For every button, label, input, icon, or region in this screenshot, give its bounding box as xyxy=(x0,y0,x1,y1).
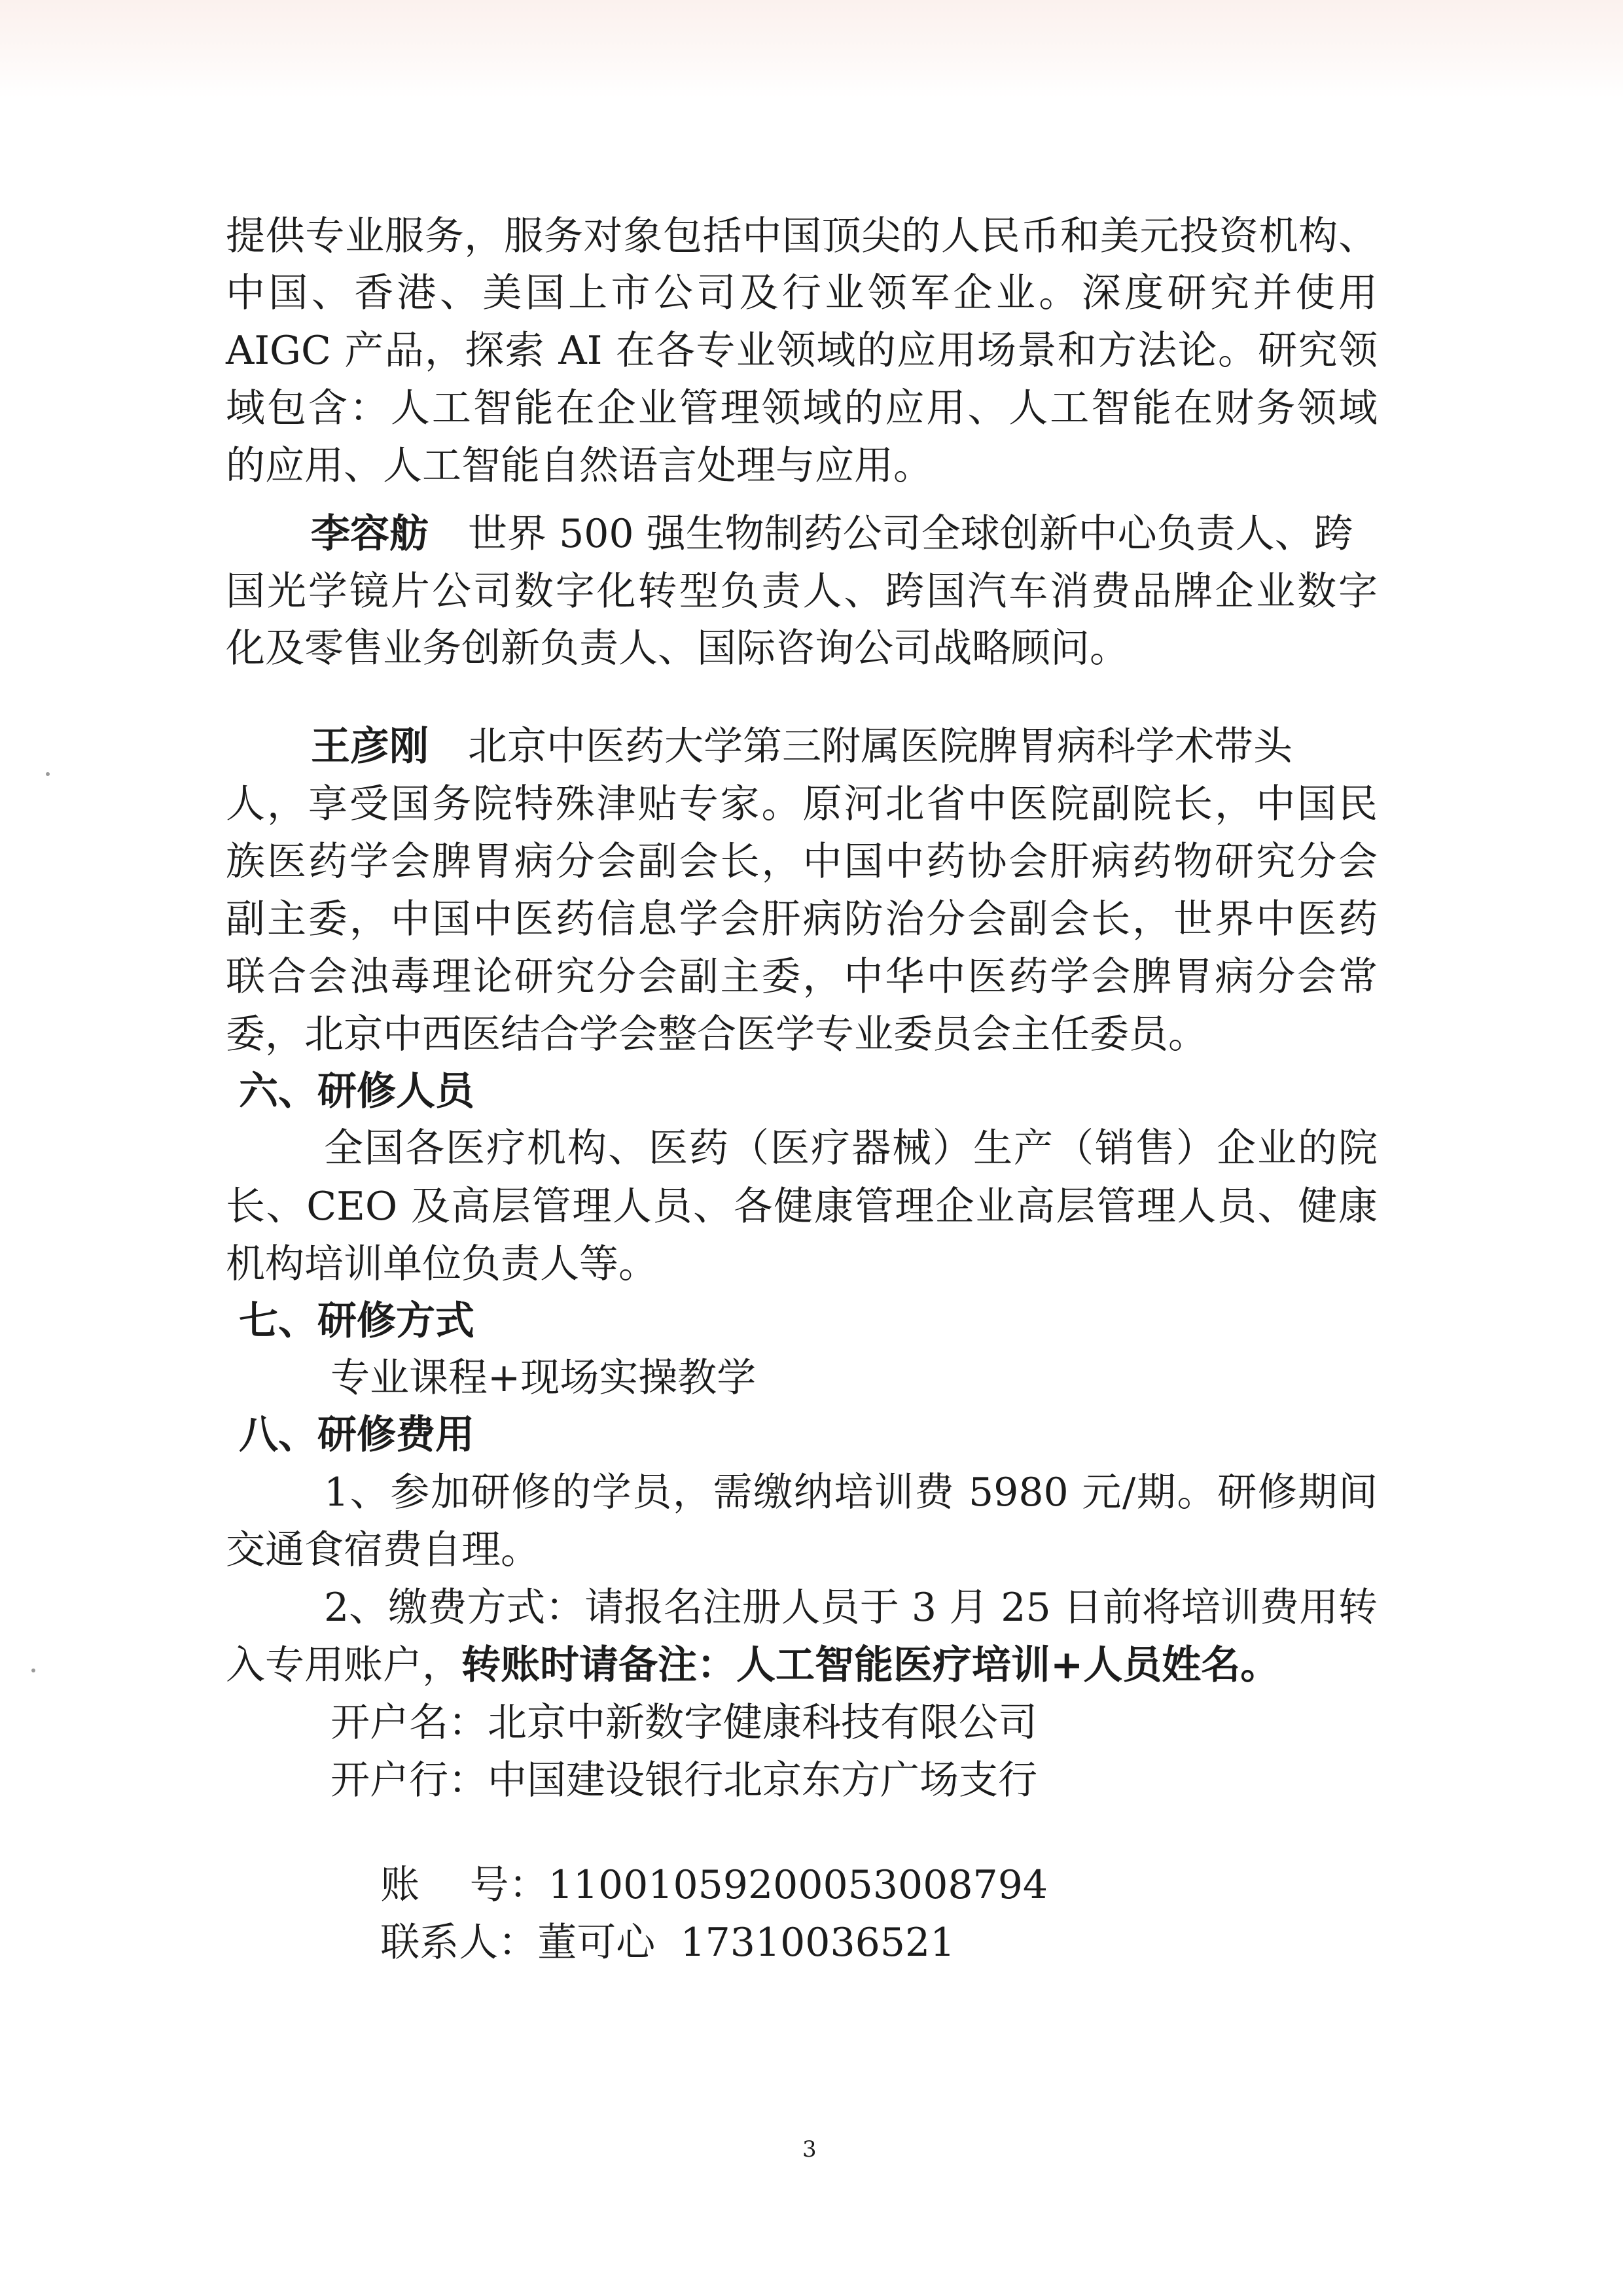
item2-bold-note: 转账时请备注：人工智能医疗培训+人员姓名。 xyxy=(461,1642,1280,1688)
person-wang-line: 族医药学会脾胃病分会副会长，中国中药协会肝病药物研究分会 xyxy=(226,839,1378,885)
account-no-label: 账 号： xyxy=(380,1862,548,1908)
person-wang-name: 王彦刚 xyxy=(311,724,429,769)
item2-normal-text: 入专用账户， xyxy=(226,1642,461,1688)
section6-line: 机构培训单位负责人等。 xyxy=(226,1241,658,1287)
person-wang-first-line xyxy=(311,723,1293,770)
person-li-line: 化及零售业务创新负责人、国际咨询公司战略顾问。 xyxy=(226,626,1129,671)
person-wang-line: 副主委，中国中医药信息学会肝病防治分会副会长，世界中医药 xyxy=(226,896,1378,942)
bank-account-name-row xyxy=(330,1699,1037,1746)
section7-heading: 七、研修方式 xyxy=(239,1298,474,1344)
person-wang-desc: 北京中医药大学第三附属医院脾胃病科学术带头 xyxy=(468,724,1293,769)
scan-speck xyxy=(46,772,50,776)
account-name-value: 北京中新数字健康科技有限公司 xyxy=(488,1700,1037,1746)
para1-line: AIGC 产品，探索 AI 在各专业领域的应用场景和方法论。研究领 xyxy=(226,328,1378,374)
person-wang-line: 联合会浊毒理论研究分会副主委，中华中医药学会脾胃病分会常 xyxy=(226,954,1378,1000)
contact-label: 联系人： xyxy=(380,1920,538,1966)
scan-speck xyxy=(31,1669,35,1672)
para1-line: 的应用、人工智能自然语言处理与应用。 xyxy=(226,443,933,489)
bank-branch-row xyxy=(330,1757,1037,1804)
account-name-label: 开户名： xyxy=(330,1700,488,1746)
section8-heading: 八、研修费用 xyxy=(239,1412,474,1458)
person-li-desc: 世界 500 强生物制药公司全球创新中心负责人、跨 xyxy=(468,511,1353,557)
person-wang-line: 委，北京中西医结合学会整合医学专业委员会主任委员。 xyxy=(226,1012,1207,1057)
person-li-line: 国光学镜片公司数字化转型负责人、跨国汽车消费品牌企业数字 xyxy=(226,569,1378,614)
section6-line: 长、CEO 及高层管理人员、各健康管理企业高层管理人员、健康 xyxy=(226,1184,1378,1229)
section6-heading: 六、研修人员 xyxy=(239,1069,474,1114)
account-no-value: 11001059200053008794 xyxy=(548,1862,1048,1908)
person-wang-line: 人，享受国务院特殊津贴专家。原河北省中医院副院长，中国民 xyxy=(226,781,1378,827)
para1-line: 提供专业服务，服务对象包括中国顶尖的人民币和美元投资机构、 xyxy=(226,213,1378,259)
section8-item1-line: 交通食宿费自理。 xyxy=(226,1527,540,1573)
section8-item1-line: 1、参加研修的学员，需缴纳培训费 5980 元/期。研修期间 xyxy=(324,1470,1378,1515)
page-number: 3 xyxy=(802,2136,817,2163)
bank-value: 中国建设银行北京东方广场支行 xyxy=(488,1757,1037,1803)
bank-label: 开户行： xyxy=(330,1757,488,1803)
para1-line: 中国、香港、美国上市公司及行业领军企业。深度研究并使用 xyxy=(226,270,1378,316)
section6-line: 全国各医疗机构、医药（医疗器械）生产（销售）企业的院 xyxy=(324,1125,1378,1171)
section7-text: 专业课程+现场实操教学 xyxy=(330,1355,757,1401)
contact-value: 董可心 17310036521 xyxy=(537,1920,955,1966)
contact-row xyxy=(330,1872,955,2013)
person-li-first-line xyxy=(311,510,1353,557)
section8-item2-line2 xyxy=(226,1642,1279,1689)
person-li-name: 李容舫 xyxy=(311,511,429,557)
para1-line: 域包含：人工智能在企业管理领域的应用、人工智能在财务领域 xyxy=(226,385,1378,431)
section8-item2-line: 2、缴费方式：请报名注册人员于 3 月 25 日前将培训费用转 xyxy=(324,1585,1378,1631)
